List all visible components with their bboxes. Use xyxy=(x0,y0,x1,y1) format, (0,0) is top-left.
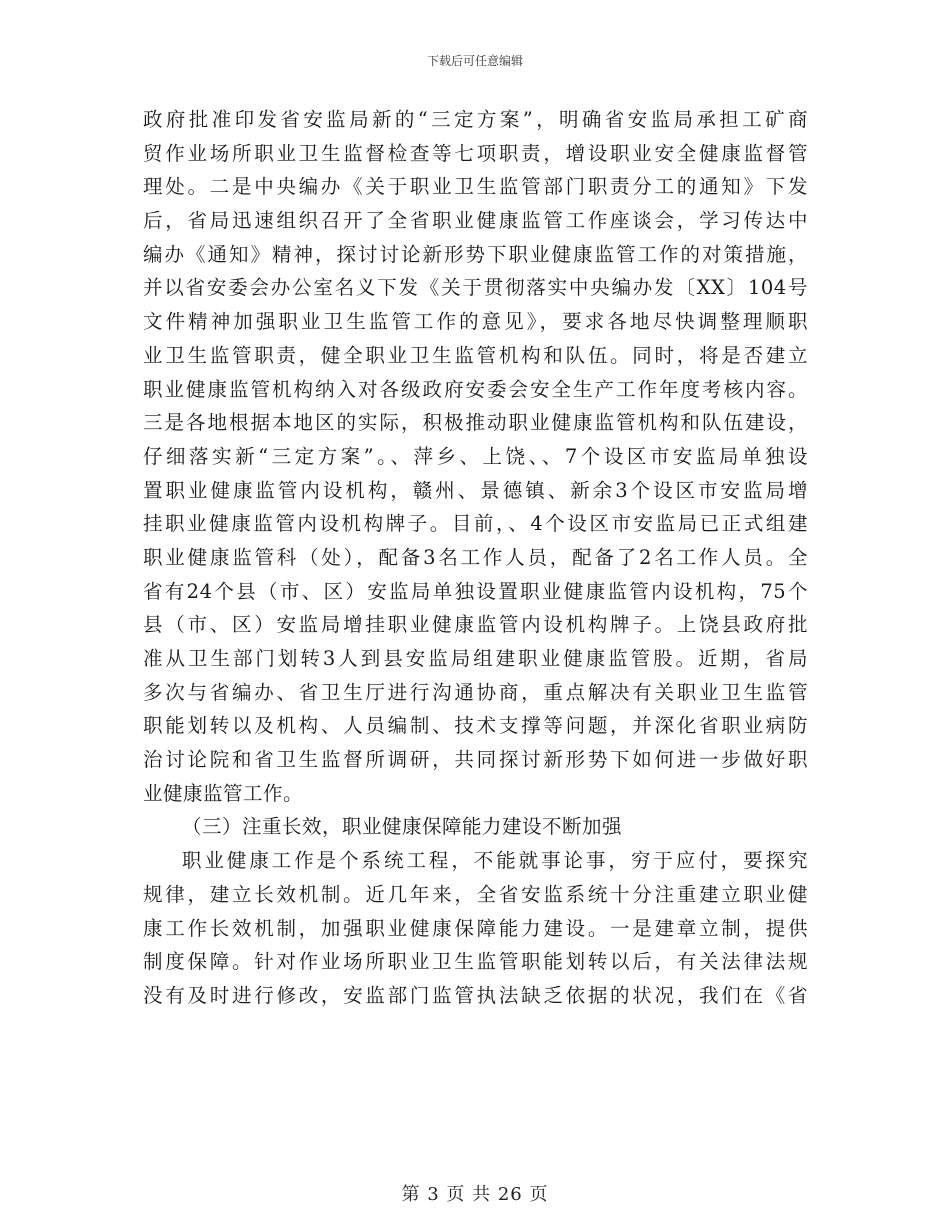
text-line: 职业健康监管科（处），配备3名工作人员，配备了2名工作人员。全 xyxy=(143,545,808,569)
text-line: 置职业健康监管内设机构，赣州、景德镇、新余3个设区市安监局增 xyxy=(143,478,808,502)
text-line: 理处。二是中央编办《关于职业卫生监管部门职责分工的通知》下发 xyxy=(143,175,808,199)
page-footer: 第 3 页 共 26 页 xyxy=(401,1184,549,1205)
text-line: 业健康监管工作。 xyxy=(143,781,304,805)
text-line: 治讨论院和省卫生监督所调研，共同探讨新形势下如何进一步做好职 xyxy=(143,748,808,772)
text-line: 准从卫生部门划转3人到县安监局组建职业健康监管股。近期，省局 xyxy=(143,647,808,670)
text-line: 仔细落实新“三定方案”。、萍乡、上饶、、7个设区市安监局单独设 xyxy=(143,444,808,468)
text-line: 省有24个县（市、区）安监局单独设置职业健康监管内设机构，75个 xyxy=(143,579,808,603)
text-line: 三是各地根据本地区的实际，积极推动职业健康监管机构和队伍建设， xyxy=(143,411,808,435)
text-line: 编办《通知》精神，探讨讨论新形势下职业健康监管工作的对策措施， xyxy=(143,242,808,266)
text-line: 制度保障。针对作业场所职业卫生监管职能划转以后，有关法律法规 xyxy=(143,950,808,974)
text-line: 后，省局迅速组织召开了全省职业健康监管工作座谈会，学习传达中 xyxy=(143,209,808,233)
text-line: 职能划转以及机构、人员编制、技术支撑等问题，并深化省职业病防 xyxy=(143,714,808,738)
text-line: 挂职业健康监管内设机构牌子。目前，、4个设区市安监局已正式组建 xyxy=(143,512,808,536)
text-line: 政府批准印发省安监局新的“三定方案”，明确省安监局承担工矿商 xyxy=(143,108,808,131)
text-line: 职业健康监管机构纳入对各级政府安委会安全生产工作年度考核内容。 xyxy=(143,377,808,401)
text-line: 贸作业场所职业卫生监督检查等七项职责，增设职业安全健康监督管 xyxy=(143,141,808,165)
text-line: 业卫生监管职责，健全职业卫生监管机构和队伍。同时，将是否建立 xyxy=(143,343,808,367)
text-line: 职业健康工作是个系统工程，不能就事论事，穷于应付，要探究 xyxy=(182,849,808,873)
section-heading: （三）注重长效，职业健康保障能力建设不断加强 xyxy=(182,815,623,839)
text-line: 规律，建立长效机制。近几年来，全省安监系统十分注重建立职业健 xyxy=(143,882,808,906)
page-header: 下载后可任意编辑 xyxy=(426,54,523,68)
text-line: 没有及时进行修改，安监部门监管执法缺乏依据的状况，我们在《省 xyxy=(143,983,808,1007)
text-line: 并以省安委会办公室名义下发《关于贯彻落实中央编办发〔XX〕104号 xyxy=(143,276,808,300)
text-line: 康工作长效机制，加强职业健康保障能力建设。一是建章立制，提供 xyxy=(143,916,808,940)
document-body xyxy=(143,103,808,1013)
text-line: 文件精神加强职业卫生监管工作的意见》，要求各地尽快调整理顺职 xyxy=(143,310,808,334)
text-line: 多次与省编办、省卫生厅进行沟通协商，重点解决有关职业卫生监管 xyxy=(143,680,808,704)
text-line: 县（市、区）安监局增挂职业健康监管内设机构牌子。上饶县政府批 xyxy=(143,613,808,637)
